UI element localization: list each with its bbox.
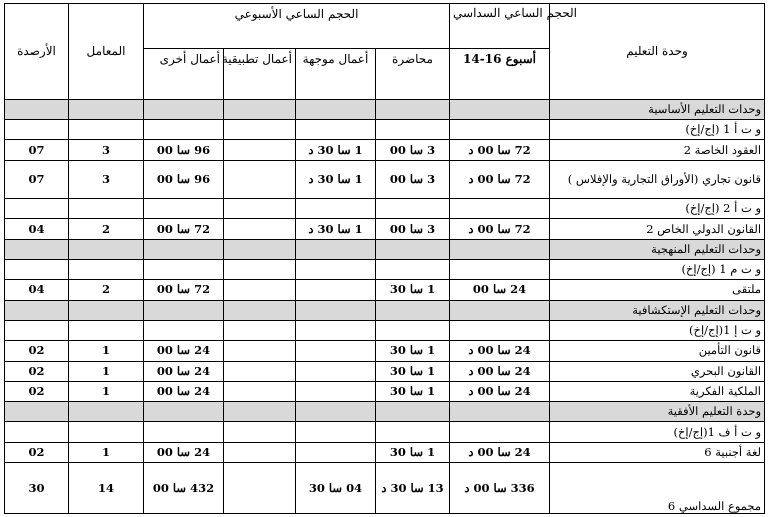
- coefficient-cell: 14: [69, 463, 144, 514]
- empty-cell: [376, 120, 450, 140]
- subunit-label: و ت أ 2 (إج/إخ): [550, 199, 765, 219]
- credits-cell: 02: [5, 442, 69, 462]
- credits-cell: 07: [5, 160, 69, 198]
- other-work-cell: 24 سا 00: [144, 361, 224, 381]
- directed-work-cell: [296, 280, 376, 300]
- empty-cell: [376, 239, 450, 259]
- other-work-cell: 24 سا 00: [144, 381, 224, 401]
- weekly-volume-header: الحجم الساعي الأسبوعي: [144, 4, 450, 49]
- empty-cell: [224, 260, 296, 280]
- lecture-cell: 1 سا 30: [376, 280, 450, 300]
- empty-cell: [69, 239, 144, 259]
- subunit-row: [5, 260, 765, 280]
- lecture-cell: 3 سا 00: [376, 140, 450, 160]
- empty-cell: [5, 260, 69, 280]
- course-name: لغة أجنبية 6: [550, 442, 765, 462]
- course-name: القانون البحري: [550, 361, 765, 381]
- empty-cell: [450, 320, 550, 340]
- empty-cell: [296, 320, 376, 340]
- lecture-cell: 13 سا 30 د: [376, 463, 450, 514]
- empty-cell: [5, 199, 69, 219]
- credits-cell: 02: [5, 361, 69, 381]
- course-name: قانون تجاري (الأوراق التجارية والإفلاس ): [550, 160, 765, 198]
- applied-work-cell: [224, 341, 296, 361]
- semester-volume-header: الحجم الساعي السداسي: [450, 4, 550, 49]
- section-header-row: [5, 402, 765, 422]
- section-title: وحدة التعليم الأفقية: [550, 402, 765, 422]
- empty-cell: [69, 99, 144, 119]
- semester-volume-cell: 24 سا 00 د: [450, 341, 550, 361]
- course-row: [5, 219, 765, 239]
- section-title: وحدات التعليم الإستكشافية: [550, 300, 765, 320]
- directed-work-header: أعمال موجهة: [296, 49, 376, 100]
- directed-work-cell: [296, 341, 376, 361]
- empty-cell: [296, 199, 376, 219]
- empty-cell: [296, 99, 376, 119]
- empty-cell: [224, 239, 296, 259]
- coefficient-cell: 3: [69, 160, 144, 198]
- empty-cell: [450, 199, 550, 219]
- semester-volume-cell: 24 سا 00 د: [450, 361, 550, 381]
- applied-work-cell: [224, 280, 296, 300]
- empty-cell: [69, 260, 144, 280]
- lecture-cell: 1 سا 30: [376, 361, 450, 381]
- semester-volume-cell: 24 سا 00 د: [450, 442, 550, 462]
- empty-cell: [69, 320, 144, 340]
- subunit-label: و ت أ ف 1(إج/إخ): [550, 422, 765, 442]
- subunit-label: و ت أ 1 (إج/إخ): [550, 120, 765, 140]
- empty-cell: [224, 199, 296, 219]
- subunit-row: [5, 120, 765, 140]
- applied-work-cell: [224, 140, 296, 160]
- other-work-cell: 432 سا 00: [144, 463, 224, 514]
- applied-work-header: أعمال تطبيقية: [224, 49, 296, 100]
- empty-cell: [5, 120, 69, 140]
- other-work-cell: 24 سا 00: [144, 442, 224, 462]
- total-label: مجموع السداسي 6: [550, 463, 765, 514]
- applied-work-cell: [224, 463, 296, 514]
- empty-cell: [144, 199, 224, 219]
- empty-cell: [296, 260, 376, 280]
- section-title: وحدات التعليم الأساسية: [550, 99, 765, 119]
- coefficient-cell: 2: [69, 219, 144, 239]
- section-header-row: [5, 99, 765, 119]
- empty-cell: [450, 239, 550, 259]
- course-row: [5, 361, 765, 381]
- other-work-cell: 72 سا 00: [144, 280, 224, 300]
- subunit-row: [5, 199, 765, 219]
- empty-cell: [376, 422, 450, 442]
- empty-cell: [296, 239, 376, 259]
- teaching-unit-header: وحدة التعليم: [550, 4, 765, 100]
- subunit-label: و ت م 1 (إج/إخ): [550, 260, 765, 280]
- empty-cell: [376, 300, 450, 320]
- empty-cell: [376, 99, 450, 119]
- empty-cell: [224, 422, 296, 442]
- total-row: [5, 463, 765, 514]
- applied-work-cell: [224, 219, 296, 239]
- semester-volume-cell: 24 سا 00: [450, 280, 550, 300]
- empty-cell: [144, 260, 224, 280]
- weeks-header: 14-16 أسبوع: [450, 49, 550, 100]
- other-work-cell: 96 سا 00: [144, 160, 224, 198]
- lecture-cell: 3 سا 00: [376, 160, 450, 198]
- other-work-cell: 96 سا 00: [144, 140, 224, 160]
- empty-cell: [450, 99, 550, 119]
- empty-cell: [144, 422, 224, 442]
- subunit-label: و ت إ 1(إج/إخ): [550, 320, 765, 340]
- empty-cell: [5, 320, 69, 340]
- empty-cell: [376, 260, 450, 280]
- section-header-row: [5, 300, 765, 320]
- course-name: الملكية الفكرية: [550, 381, 765, 401]
- coefficient-cell: 1: [69, 361, 144, 381]
- credits-cell: 07: [5, 140, 69, 160]
- empty-cell: [376, 199, 450, 219]
- empty-cell: [69, 402, 144, 422]
- empty-cell: [296, 422, 376, 442]
- other-work-header: أعمال أخرى: [144, 49, 224, 100]
- empty-cell: [224, 320, 296, 340]
- lecture-header: محاضرة: [376, 49, 450, 100]
- course-row: [5, 140, 765, 160]
- course-name: ملتقى: [550, 280, 765, 300]
- empty-cell: [144, 300, 224, 320]
- applied-work-cell: [224, 160, 296, 198]
- course-row: [5, 280, 765, 300]
- lecture-cell: 3 سا 00: [376, 219, 450, 239]
- empty-cell: [224, 402, 296, 422]
- empty-cell: [5, 239, 69, 259]
- empty-cell: [69, 120, 144, 140]
- empty-cell: [296, 120, 376, 140]
- applied-work-cell: [224, 381, 296, 401]
- credits-cell: 04: [5, 219, 69, 239]
- directed-work-cell: [296, 442, 376, 462]
- empty-cell: [296, 402, 376, 422]
- applied-work-cell: [224, 361, 296, 381]
- directed-work-cell: 1 سا 30 د: [296, 160, 376, 198]
- course-row: [5, 381, 765, 401]
- coefficient-header: المعامل: [69, 4, 144, 100]
- subunit-row: [5, 422, 765, 442]
- other-work-cell: 72 سا 00: [144, 219, 224, 239]
- empty-cell: [144, 239, 224, 259]
- course-row: [5, 341, 765, 361]
- section-title: وحدات التعليم المنهجية: [550, 239, 765, 259]
- empty-cell: [144, 320, 224, 340]
- semester-volume-cell: 72 سا 00 د: [450, 219, 550, 239]
- credits-header: الأرصدة: [5, 4, 69, 100]
- semester-volume-cell: 72 سا 00 د: [450, 140, 550, 160]
- lecture-cell: 1 سا 30: [376, 381, 450, 401]
- empty-cell: [144, 402, 224, 422]
- applied-work-cell: [224, 442, 296, 462]
- credits-cell: 30: [5, 463, 69, 514]
- empty-cell: [5, 422, 69, 442]
- empty-cell: [69, 199, 144, 219]
- semester-volume-cell: 336 سا 00 د: [450, 463, 550, 514]
- lecture-cell: 1 سا 30: [376, 341, 450, 361]
- course-row: [5, 442, 765, 462]
- empty-cell: [5, 300, 69, 320]
- header-row-1: [5, 4, 765, 49]
- empty-cell: [5, 99, 69, 119]
- empty-cell: [144, 99, 224, 119]
- empty-cell: [224, 120, 296, 140]
- credits-cell: 02: [5, 381, 69, 401]
- empty-cell: [224, 99, 296, 119]
- course-name: القانون الدولي الخاص 2: [550, 219, 765, 239]
- subunit-row: [5, 320, 765, 340]
- directed-work-cell: [296, 381, 376, 401]
- semester-table: [4, 3, 765, 514]
- directed-work-cell: 1 سا 30 د: [296, 219, 376, 239]
- empty-cell: [144, 120, 224, 140]
- other-work-cell: 24 سا 00: [144, 341, 224, 361]
- lecture-cell: 1 سا 30: [376, 442, 450, 462]
- semester-volume-cell: 72 سا 00 د: [450, 160, 550, 198]
- empty-cell: [296, 300, 376, 320]
- empty-cell: [376, 402, 450, 422]
- semester-volume-cell: 24 سا 00 د: [450, 381, 550, 401]
- empty-cell: [69, 422, 144, 442]
- coefficient-cell: 2: [69, 280, 144, 300]
- credits-cell: 02: [5, 341, 69, 361]
- coefficient-cell: 1: [69, 381, 144, 401]
- course-row: [5, 160, 765, 198]
- coefficient-cell: 3: [69, 140, 144, 160]
- empty-cell: [69, 300, 144, 320]
- course-name: قانون التأمين: [550, 341, 765, 361]
- section-header-row: [5, 239, 765, 259]
- empty-cell: [450, 120, 550, 140]
- empty-cell: [224, 300, 296, 320]
- empty-cell: [450, 300, 550, 320]
- directed-work-cell: [296, 361, 376, 381]
- directed-work-cell: 04 سا 30: [296, 463, 376, 514]
- empty-cell: [450, 402, 550, 422]
- coefficient-cell: 1: [69, 442, 144, 462]
- course-name: العقود الخاصة 2: [550, 140, 765, 160]
- directed-work-cell: 1 سا 30 د: [296, 140, 376, 160]
- empty-cell: [450, 422, 550, 442]
- credits-cell: 04: [5, 280, 69, 300]
- coefficient-cell: 1: [69, 341, 144, 361]
- empty-cell: [376, 320, 450, 340]
- empty-cell: [450, 260, 550, 280]
- empty-cell: [5, 402, 69, 422]
